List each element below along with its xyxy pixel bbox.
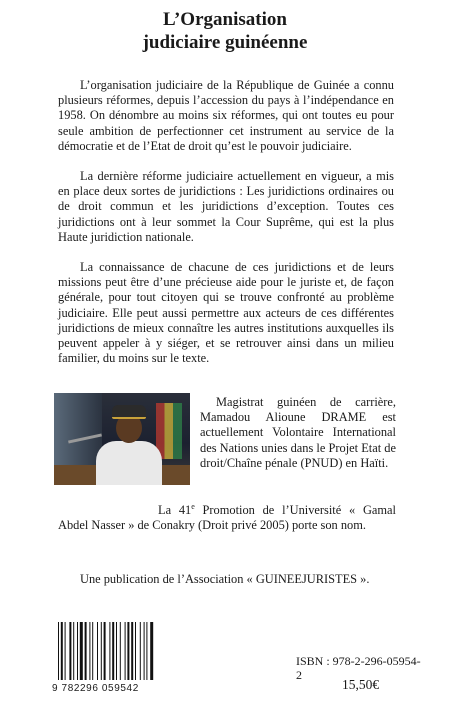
blurb-paragraph-2: La dernière réforme judiciaire actuellement en vigueur, a mis en place deux sortes de juridictions : Les juridictions ordinaires ou de droit commun et les juridictions d’exception. Toutes ces juridictions ont à leur sommet la Cour Suprême, qui est la plus Haute juridiction nationale. xyxy=(58,169,394,244)
promotion-superscript: e xyxy=(191,501,195,511)
author-bio xyxy=(200,395,396,471)
book-title-line-1: L’Organisation xyxy=(163,9,287,30)
book-title xyxy=(0,8,450,54)
barcode-digits: 9 782296 059542 xyxy=(52,683,139,694)
isbn: ISBN : 978-2-296-05954-2 xyxy=(296,654,421,682)
author-photo xyxy=(54,393,190,485)
barcode xyxy=(56,622,180,680)
blurb-paragraph-3: La connaissance de chacune de ces juridictions et de leurs missions peut être d’une précieuse aide pour le juriste et, de façon générale, pour tout citoyen qui se trouve confronté au problème judiciaire. Elle peut aussi permettre aux acteurs de ces différentes juridictions de mieux connaître les autres institutions auxquelles ils peuvent appeler à y siéger, et se retrouver ainsi dans un milieu familier, du moins sur le texte. xyxy=(58,260,394,366)
price: 15,50€ xyxy=(342,677,380,692)
author-bio-text: Magistrat guinéen de carrière, Mamadou Alioune DRAME est actuellement Volontaire International des Nations unies dans le Projet Etat de droit/Chaîne pénale (PNUD) en Haïti. xyxy=(200,395,396,470)
book-title-line-2: judiciaire guinéenne xyxy=(142,32,308,53)
blurb-paragraph-1: L’organisation judiciaire de la République de Guinée a connu plusieurs réformes, depuis l’accession du pays à l’indépendance en 1958. On dénombre au moins six réformes, qui ont toutes eu pour seule ambition de perfectionner cet instrument au service de la démocratie et de l’Etat de droit qu’est le pouvoir judiciaire. xyxy=(58,78,394,153)
publication-note: Une publication de l’Association « GUINEEJURISTES ». xyxy=(80,572,370,586)
promotion-rest: Promotion de l’Université « Gamal Abdel Nasser » de Conakry (Droit privé 2005) porte son nom. xyxy=(58,503,396,533)
promotion-prefix: La 41 xyxy=(158,503,192,517)
blurb xyxy=(58,78,394,381)
promotion-note xyxy=(58,503,396,533)
